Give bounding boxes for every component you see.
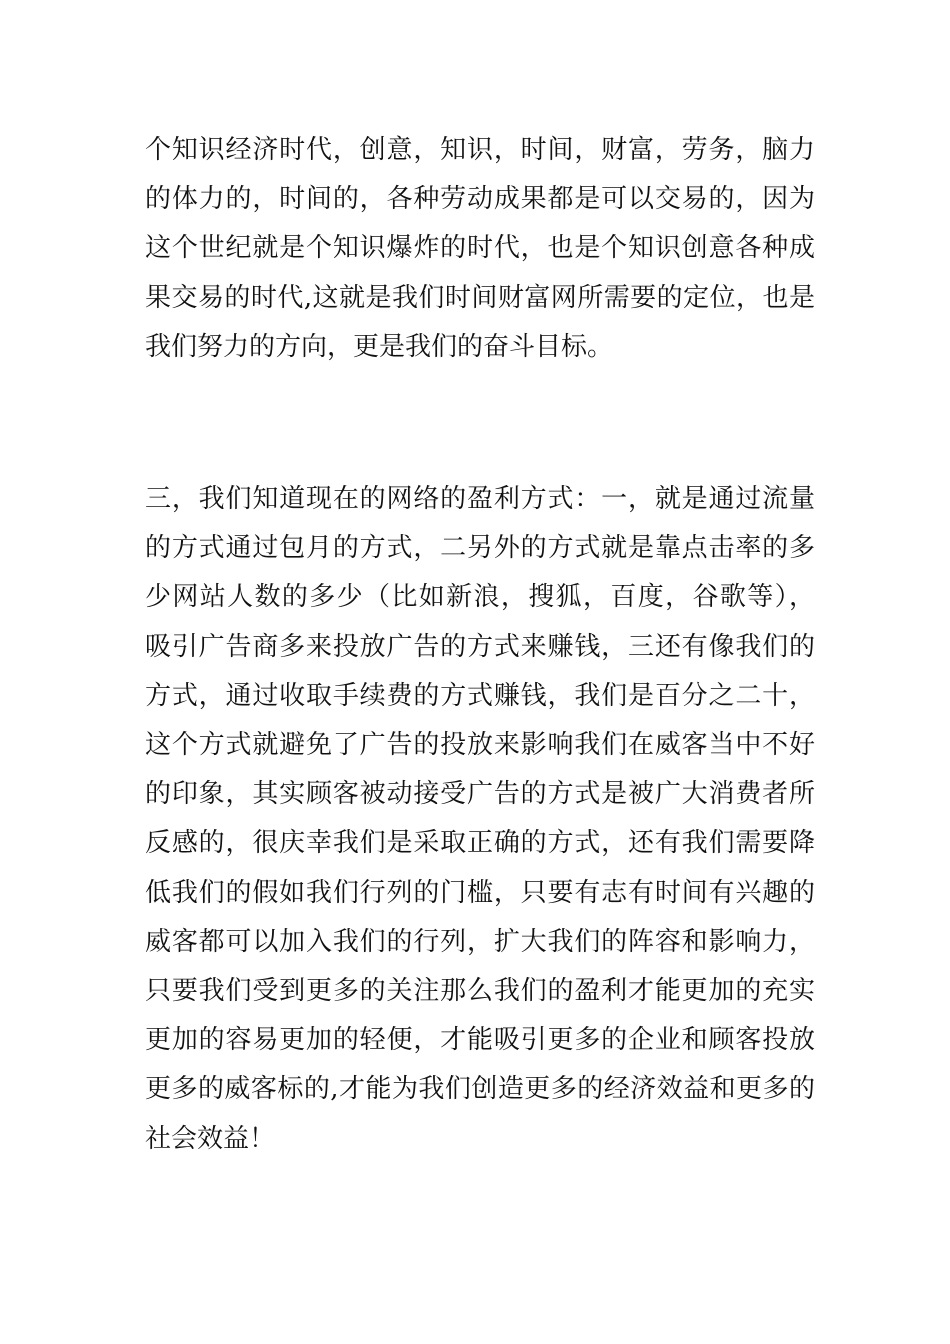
text-line: 个知识经济时代，创意，知识，时间，财富，劳务，脑力 bbox=[145, 135, 815, 165]
text-line: 这个世纪就是个知识爆炸的时代，也是个知识创意各种成 bbox=[145, 233, 815, 264]
text-line: 果交易的时代,这就是我们时间财富网所需要的定位，也是 bbox=[145, 282, 815, 313]
text-line: 更加的容易更加的轻便，才能吸引更多的企业和顾客投放 bbox=[145, 1025, 815, 1056]
text-line: 威客都可以加入我们的行列，扩大我们的阵容和影响力， bbox=[145, 926, 815, 957]
text-line: 方式，通过收取手续费的方式赚钱，我们是百分之二十， bbox=[145, 680, 815, 711]
text-line: 社会效益！ bbox=[145, 1123, 276, 1154]
paragraph-knowledge-economy bbox=[145, 126, 815, 372]
text-line: 反感的，很庆幸我们是采取正确的方式，还有我们需要降 bbox=[145, 828, 815, 859]
paragraph-profit-models bbox=[145, 475, 815, 1164]
text-line: 吸引广告商多来投放广告的方式来赚钱，三还有像我们的 bbox=[145, 631, 815, 662]
text-line: 三，我们知道现在的网络的盈利方式：一，就是通过流量 bbox=[145, 484, 815, 514]
text-line: 这个方式就避免了广告的投放来影响我们在威客当中不好 bbox=[145, 730, 815, 761]
text-line: 低我们的假如我们行列的门槛，只要有志有时间有兴趣的 bbox=[145, 877, 815, 908]
text-line: 的方式通过包月的方式，二另外的方式就是靠点击率的多 bbox=[145, 533, 815, 564]
text-line: 更多的威客标的,才能为我们创造更多的经济效益和更多的 bbox=[145, 1074, 815, 1105]
text-line: 我们努力的方向，更是我们的奋斗目标。 bbox=[145, 331, 614, 362]
text-line: 的体力的，时间的，各种劳动成果都是可以交易的，因为 bbox=[145, 184, 815, 215]
text-line: 的印象，其实顾客被动接受广告的方式是被广大消费者所 bbox=[145, 779, 815, 810]
text-line: 少网站人数的多少（比如新浪，搜狐，百度，谷歌等）， bbox=[145, 582, 815, 613]
text-line: 只要我们受到更多的关注那么我们的盈利才能更加的充实 bbox=[145, 976, 815, 1007]
